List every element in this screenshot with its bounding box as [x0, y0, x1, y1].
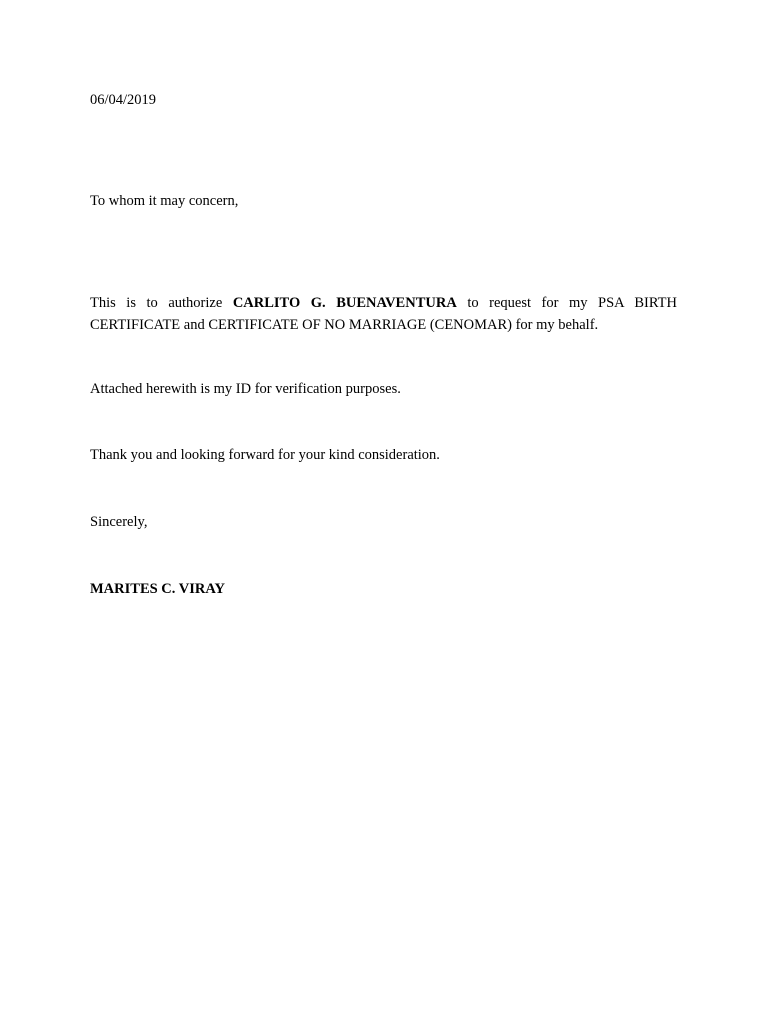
authorization-intro: This is to authorize [90, 295, 233, 311]
letter-closing: Sincerely, [90, 514, 148, 530]
letter-salutation: To whom it may concern, [90, 193, 239, 209]
letter-date: 06/04/2019 [90, 92, 157, 108]
authorization-paragraph [90, 292, 677, 336]
authorized-person-name: CARLITO G. BUENAVENTURA [232, 295, 457, 311]
authorization-request-text: to request for my PSA BIRTH CERTIFICATE and CERTIFICATE OF NO MARRIAGE (CENOMAR) for my behalf. [90, 295, 678, 333]
thanks-line: Thank you and looking forward for your kind consideration. [90, 447, 440, 463]
attachment-note: Attached herewith is my ID for verification purposes. [90, 381, 401, 397]
signatory-name: MARITES C. VIRAY [90, 581, 225, 597]
